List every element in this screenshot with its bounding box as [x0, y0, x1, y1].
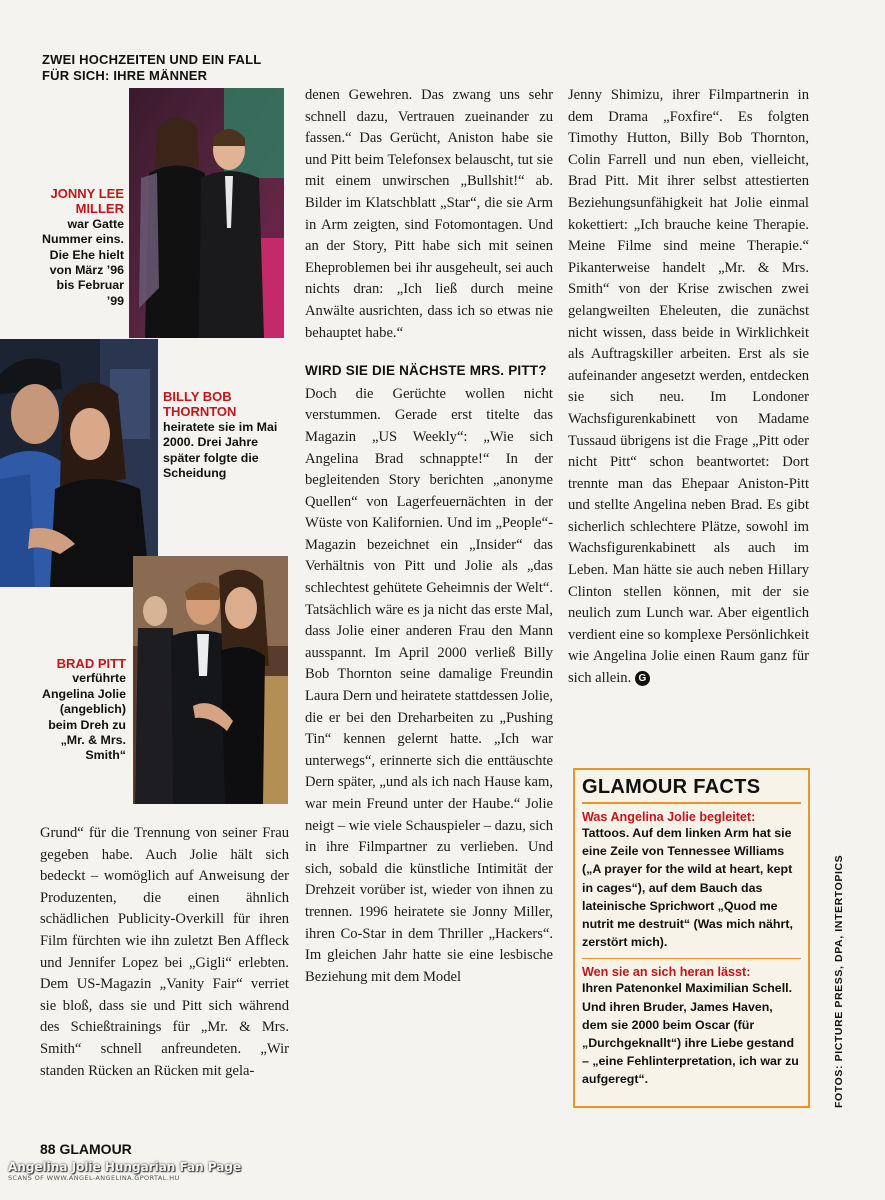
article-paragraph: Doch die Gerüchte wollen nicht verstummen. Gerade erst titelte das Magazin „US Weekly“: „Wie sich Angelina Brad schnappte!“ In der begleitenden Story berichten „anonyme Quellen“ von Lagerfeuernächten in der Wüste von Kalifornien. Und im „People“-Magazin bezeichnet ein „Insider“ das Verhältnis von Pitt und Jolie als „das schlechtest gehütete Geheimnis der Welt“. Tatsächlich wäre es ja nicht das erste Mal, dass Jolie einer anderen Frau den Mann ausspannt. Im April 2000 verließ Billy Bob Thornton seine damalige Freundin Laura Dern und heiratete stattdessen Jolie, die er bei den Dreharbeiten zu „Pushing Tin“ kennen gelernt hatte. „Ich war unterwegs“, erinnerte sich die enttäuschte Dern später, „und als ich nach Hause kam, war mein Freund unter der Haube.“ Jolie neigt – wie viele Schauspieler – dazu, sich in ihre Filmpartner zu verlieben. Und sich, sobald die künstliche Intimität der Drehzeit vorüber ist, wieder von ihnen zu trennen. 1996 heiratete sie Jonny Miller, ihren Co-Star in dem Thriller „Hackers“. Im gleichen Jahr hatte sie eine lesbische Beziehung mit dem Model: [305, 385, 554, 985]
article-column-3: [568, 85, 809, 690]
facts-answer: Ihren Patenonkel Maximilian Schell. Und ihren Bruder, James Haven, dem sie 2000 beim Oscar (für „Durchgeknallt“) ihre Liebe gestand – „eine Fehlinterpretation, ich war zu aufgeregt“.: [582, 981, 799, 1087]
facts-title: GLAMOUR FACTS: [582, 776, 801, 804]
facts-answer: Tattoos. Auf dem linken Arm hat sie eine Zeile von Tennessee Williams („A prayer for the wild at heart, kept in cages“), auf dem Bauch das lateinische Sprichwort „Quod me nutrit me destruit“ (Was mich nährt, zerstört mich).: [582, 826, 793, 950]
caption-name: BILLY BOB THORNTON: [163, 389, 237, 420]
caption-billy-bob-thornton: [163, 389, 283, 481]
article-column-2: [305, 85, 553, 988]
article-paragraph: Grund“ für die Trennung von seiner Frau gegeben habe. Auch Jolie hält sich bedeckt – womöglich auf Anweisung der Produzenten, die einen ähnlich schädlichen Publicity-Overkill für ihren Film fürchten wie ihn zuletzt Ben Affleck und Jennifer Lopez bei „Gigli“ erlebten. Dem US-Magazin „Vanity Fair“ verriet sie bloß, dass sie und Pitt sich während des Schießtrainings für „Mr. & Mrs. Smith“ schnell anfreundeten. „Wir standen Rücken an Rücken mit gela-: [40, 825, 289, 1079]
watermark-subtitle: SCANS OF WWW.ANGEL-ANGELINA.GPORTAL.HU: [8, 1174, 180, 1182]
caption-name: JONNY LEE MILLER: [50, 186, 124, 217]
caption-brad-pitt: [40, 656, 126, 764]
page-number: 88: [40, 1141, 56, 1157]
caption-jonny-lee-miller: [40, 186, 124, 309]
end-mark-icon: G: [635, 671, 650, 686]
caption-text: verführte Angelina Jolie (angeblich) beim Dreh zu „Mr. & Mrs. Smith“: [42, 671, 126, 763]
page-folio: [40, 1141, 132, 1157]
photo-jonny-lee-miller: [129, 88, 284, 338]
watermark-title: Angelina Jolie Hungarian Fan Page: [8, 1160, 242, 1174]
section-heading: WIRD SIE DIE NÄCHSTE MRS. PITT?: [305, 363, 547, 379]
photo-credit: FOTOS: PICTURE PRESS, DPA, INTERTOPICS: [833, 854, 845, 1108]
glamour-facts-box: [573, 768, 810, 1108]
section-kicker: ZWEI HOCHZEITEN UND EIN FALL FÜR SICH: IHRE MÄNNER: [42, 52, 262, 83]
article-column-1: [40, 823, 289, 1082]
facts-question: Wen sie an sich heran lässt:: [582, 965, 751, 980]
magazine-name: GLAMOUR: [59, 1141, 132, 1157]
photo-brad-pitt: [133, 556, 288, 804]
photo-billy-bob-thornton: [0, 339, 158, 587]
article-paragraph: denen Gewehren. Das zwang uns sehr schnell dazu, Vertrauen zueinander zu fassen.“ Das Gerücht, Aniston habe sie und Pitt beim Telefonsex belauscht, tut sie mit einem unwirschen „Bullshit!“ ab. Bilder im Klatschblatt „Star“, die sie Arm in Arm zeigten, sind Fotomontagen. Und an der Story, Pitt habe sich mit seinen Eheproblemen bei ihr ausgeheult, sei auch nichts dran: „Ich ließ durch meine Anwälte ausrichten, dass ich so etwas nie behauptet habe.“: [305, 87, 553, 341]
caption-name: BRAD PITT: [56, 656, 126, 671]
article-paragraph-text: Jenny Shimizu, ihrer Filmpartnerin in dem Drama „Foxfire“. Es folgten Timothy Hutton, Billy Bob Thornton, Colin Farrell und nun eben, vielleicht, Brad Pitt. Mit ihrer selbst attestierten Beziehungsunfähigkeit hat Jolie einmal kokettiert: „Ich brauche keine Therapie. Meine Filme sind meine Therapie.“ Pikanterweise handelt „Mr. & Mrs. Smith“ von der Krise zwischen zwei gelangweilten Eheleuten, die zunächst nicht wissen, dass beide in Wirklichkeit als Auftragskiller arbeiten. Erst als sie aufeinander angesetzt werden, entdecken sie sich neu. Im Londoner Wachsfigurenkabinett von Madame Tussaud übrigens ist die Frage „Pitt oder nicht Pitt“ schon beantwortet: Dort trennte man das Ehepaar Aniston-Pitt und stellte Angelina neben Brad. Es gibt sicherlich schlechtere Plätze, sowohl im Wachsfigurenkabinett als auch im Leben. Man hätte sie auch neben Hillary Clinton stellen können, mit der sie neulich zum Lunch war. Aber eigentlich verdient eine so komplexe Persönlichkeit wie Angelina Jolie einen Raum ganz für sich allein.: [568, 87, 809, 687]
caption-text: heiratete sie im Mai 2000. Drei Jahre später folgte die Scheidung: [163, 419, 278, 481]
facts-divider: [582, 958, 801, 959]
facts-question: Was Angelina Jolie begleitet:: [582, 810, 756, 824]
article-paragraph: [568, 85, 809, 690]
caption-text: war Gatte Nummer eins. Die Ehe hielt von März ’96 bis Februar ’99: [42, 216, 124, 308]
fan-page-watermark: [8, 1160, 308, 1182]
